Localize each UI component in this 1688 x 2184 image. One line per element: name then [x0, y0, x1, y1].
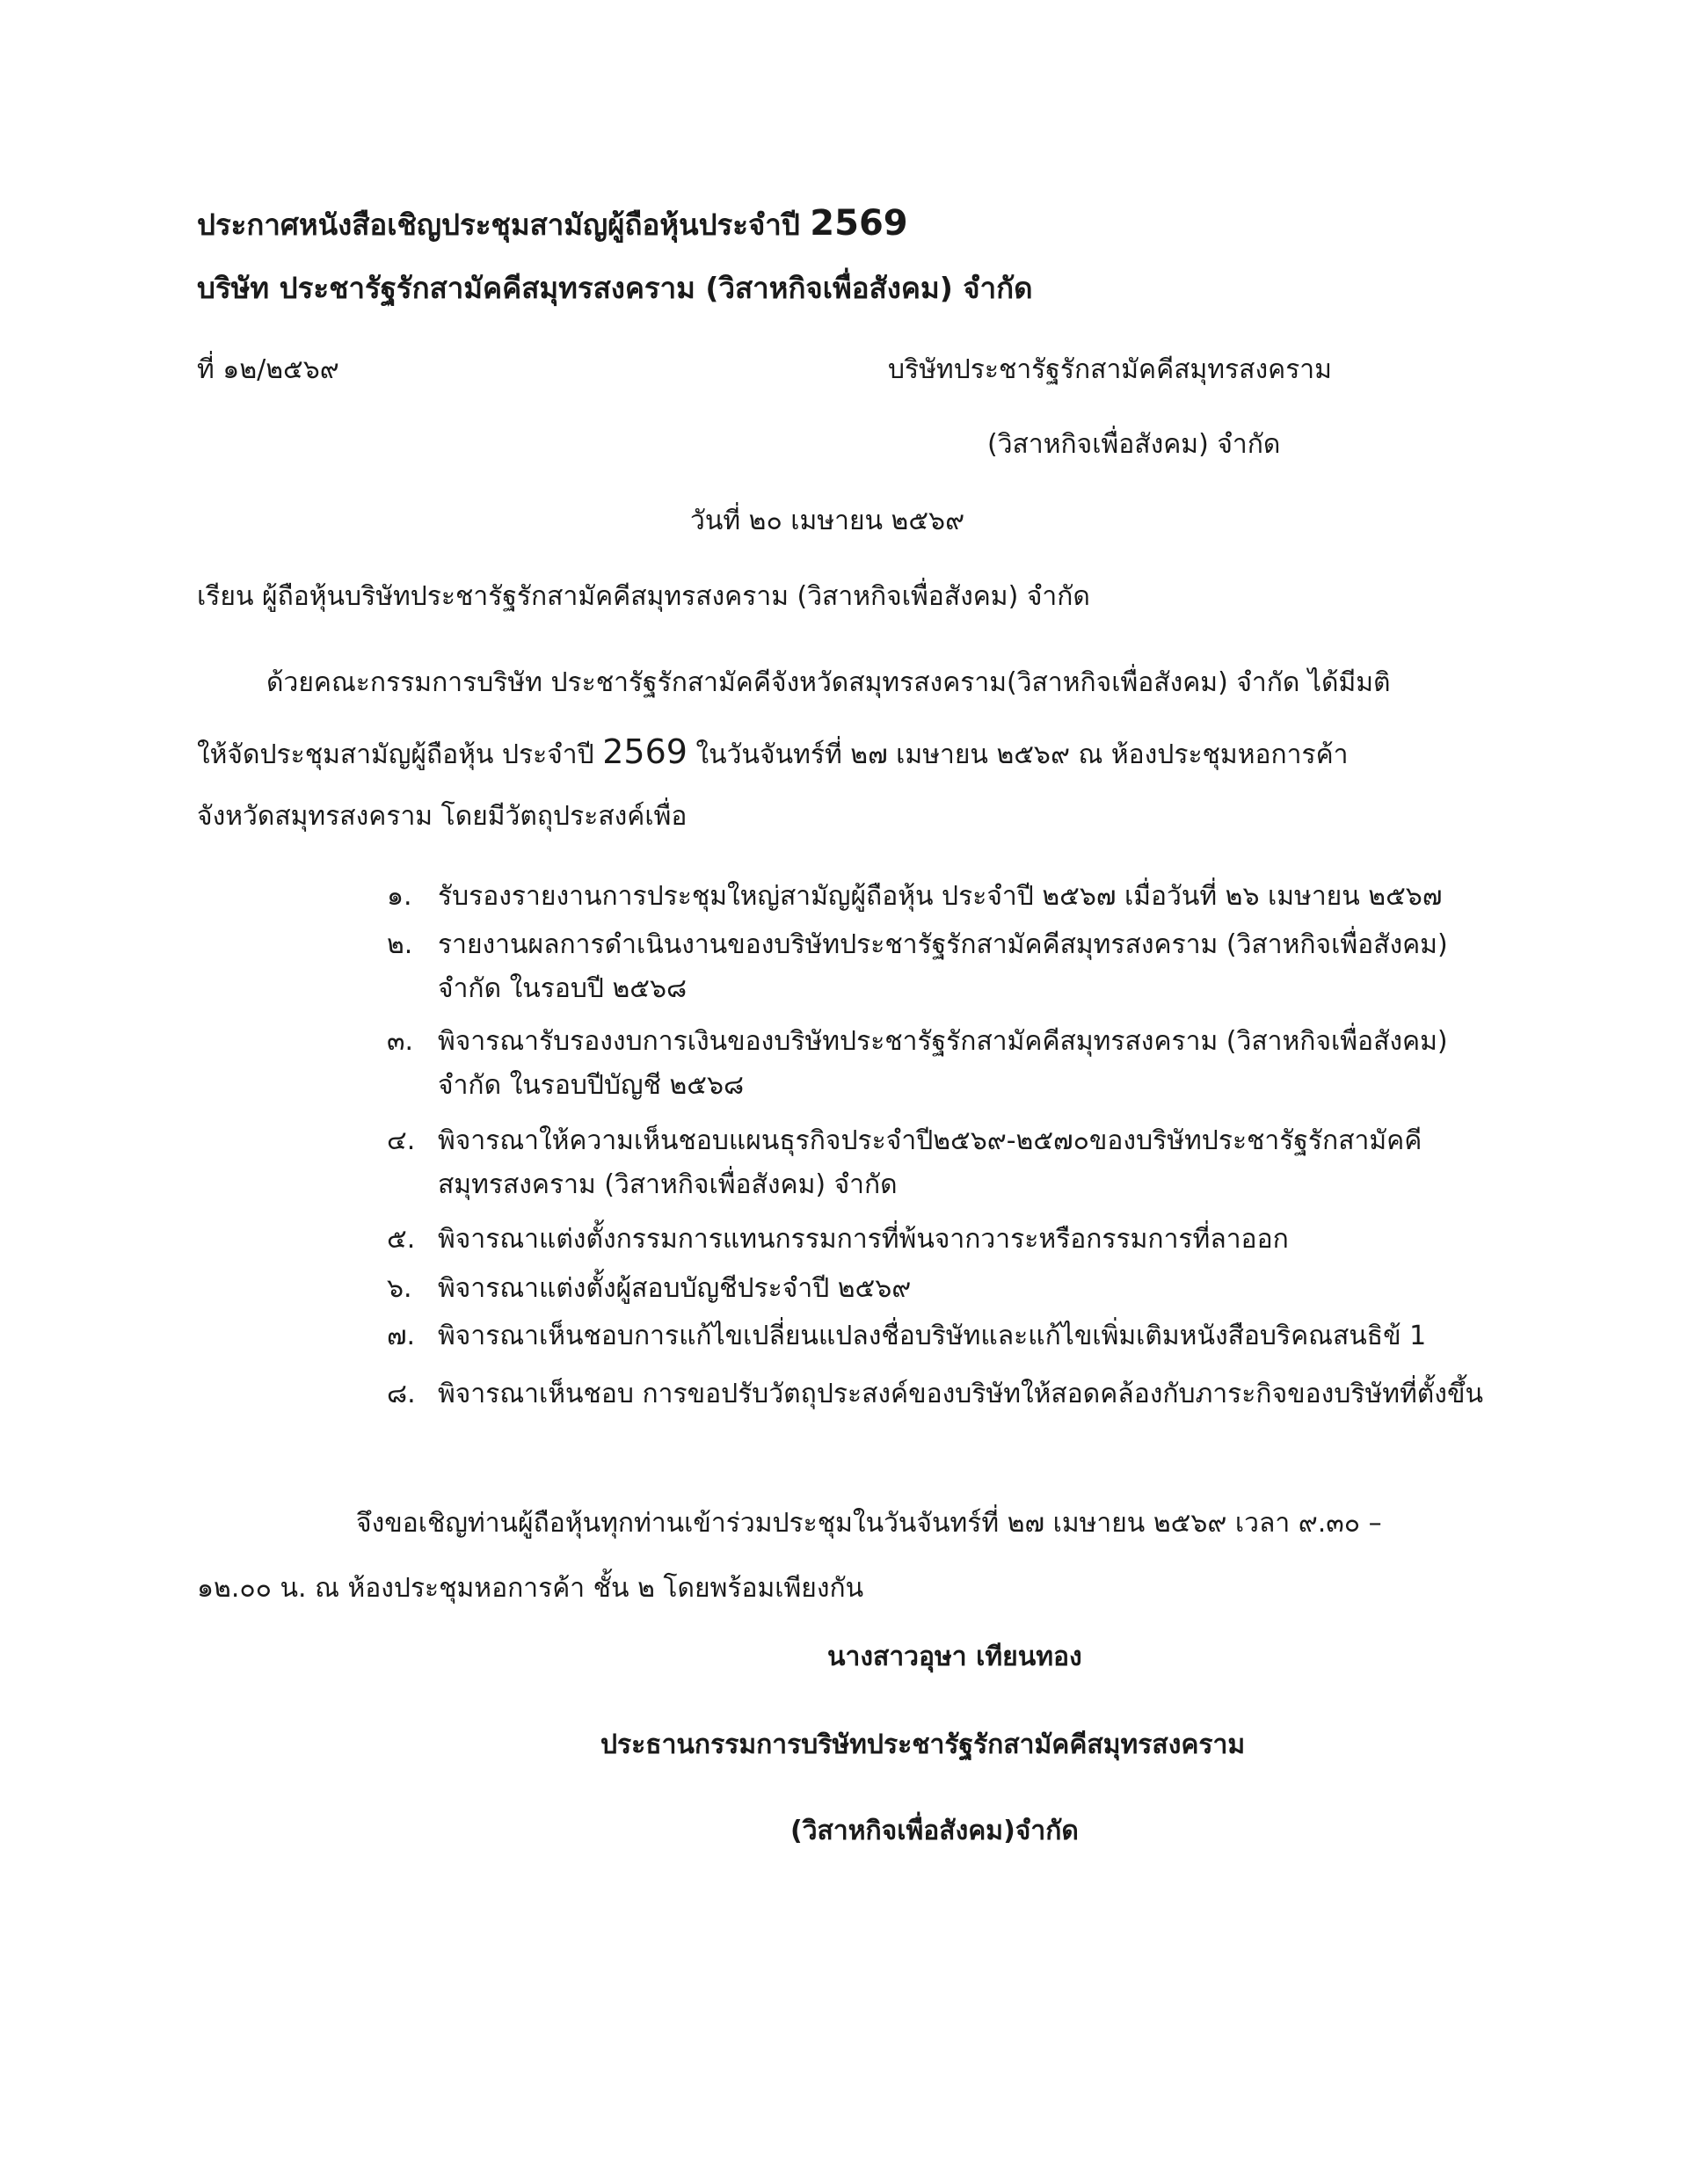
reference-number: ที่ ๑๒/๒๕๖๙	[197, 354, 339, 385]
agenda-item-4	[387, 1119, 1486, 1207]
agenda-marker: ๖.	[387, 1273, 412, 1304]
intro-line-2-start: ให้จัดประชุมสามัญผู้ถือหุ้น ประจำปี	[197, 739, 603, 770]
agenda-text: พิจารณาแต่งตั้งผู้สอบบัญชีประจำปี ๒๕๖๙	[438, 1273, 912, 1304]
document-date: วันที่ ๒๐ เมษายน ๒๕๖๙	[690, 506, 965, 536]
agenda-item-8	[387, 1372, 1486, 1416]
intro-line-2-end: ในวันจันทร์ที่ ๒๗ เมษายน ๒๕๖๙ ณ ห้องประชุมหอการค้า	[687, 739, 1349, 770]
agenda-marker: ๒.	[387, 929, 413, 960]
agenda-item-2	[387, 923, 1486, 1011]
agenda-text: รับรองรายงานการประชุมใหญ่สามัญผู้ถือหุ้น ประจำปี ๒๕๖๗ เมื่อวันที่ ๒๖ เมษายน ๒๕๖๗	[438, 881, 1443, 912]
signatory-position-line2: (วิสาหกิจเพื่อสังคม)จำกัด	[790, 1816, 1079, 1846]
signatory-position-line1: ประธานกรรมการบริษัทประชารัฐรักสามัคคีสมุทรสงคราม	[600, 1729, 1246, 1760]
sender-name-line2: (วิสาหกิจเพื่อสังคม) จำกัด	[987, 429, 1281, 460]
agenda-text: พิจารณาเห็นชอบการแก้ไขเปลี่ยนแปลงชื่อบริษัทและแก้ไขเพิ่มเติมหนังสือบริคณสนธิข้ 1	[438, 1321, 1427, 1351]
agenda-item-1	[387, 875, 1486, 919]
agenda-marker: ๓.	[387, 1026, 414, 1057]
agenda-item-6	[387, 1267, 1486, 1311]
agenda-item-3	[387, 1020, 1486, 1108]
closing-line-1: จึงขอเชิญท่านผู้ถือหุ้นทุกท่านเข้าร่วมประชุมในวันจันทร์ที่ ๒๗ เมษายน ๒๕๖๙ เวลา ๙.๓๐ –	[356, 1508, 1382, 1539]
agenda-marker: ๕.	[387, 1224, 416, 1255]
title-year: 2569	[810, 203, 908, 244]
agenda-item-5	[387, 1218, 1486, 1262]
intro-meeting-year: 2569	[602, 732, 688, 771]
title-text: ประกาศหนังสือเชิญประชุมสามัญผู้ถือหุ้นประจำปี	[197, 207, 800, 242]
document-title-line1	[197, 203, 908, 244]
agenda-marker: ๗.	[387, 1321, 416, 1351]
sender-name-line1: บริษัทประชารัฐรักสามัคคีสมุทรสงคราม	[888, 354, 1332, 385]
agenda-item-7	[387, 1314, 1486, 1358]
agenda-text: พิจารณารับรองงบการเงินของบริษัทประชารัฐรักสามัคคีสมุทรสงคราม (วิสาหกิจเพื่อสังคม) จำกัด ในรอบปีบัญชี ๒๕๖๘	[438, 1026, 1448, 1101]
intro-line-2	[197, 732, 1349, 771]
agenda-text: พิจารณาแต่งตั้งกรรมการแทนกรรมการที่พ้นจากวาระหรือกรรมการที่ลาออก	[438, 1224, 1289, 1255]
agenda-text: พิจารณาเห็นชอบ การขอปรับวัตถุประสงค์ของบริษัทให้สอดคล้องกับภาระกิจของบริษัทที่ตั้งขึ้น	[438, 1379, 1483, 1409]
agenda-text: พิจารณาให้ความเห็นชอบแผนธุรกิจประจำปี๒๕๖๙-๒๕๗๐ของบริษัทประชารัฐรักสามัคคีสมุทรสงคราม (วิสาหกิจเพื่อสังคม) จำกัด	[438, 1125, 1422, 1200]
intro-line-3: จังหวัดสมุทรสงคราม โดยมีวัตถุประสงค์เพื่อ	[197, 801, 688, 832]
intro-line-1: ด้วยคณะกรรมการบริษัท ประชารัฐรักสามัคคีจังหวัดสมุทรสงคราม(วิสาหกิจเพื่อสังคม) จำกัด ได้มีมติ	[266, 667, 1391, 698]
signatory-name: นางสาวอุษา เทียนทอง	[827, 1642, 1082, 1672]
agenda-marker: ๑.	[387, 881, 412, 912]
closing-line-2: ๑๒.๐๐ น. ณ ห้องประชุมหอการค้า ชั้น ๒ โดยพร้อมเพียงกัน	[197, 1573, 864, 1604]
agenda-marker: ๔.	[387, 1125, 416, 1156]
document-title-line2: บริษัท ประชารัฐรักสามัคคีสมุทรสงคราม (วิสาหกิจเพื่อสังคม) จำกัด	[197, 271, 1033, 305]
salutation: เรียน ผู้ถือหุ้นบริษัทประชารัฐรักสามัคคีสมุทรสงคราม (วิสาหกิจเพื่อสังคม) จำกัด	[197, 581, 1090, 612]
agenda-marker: ๘.	[387, 1379, 416, 1409]
agenda-text: รายงานผลการดำเนินงานของบริษัทประชารัฐรักสามัคคีสมุทรสงคราม (วิสาหกิจเพื่อสังคม) จำกัด ในรอบปี ๒๕๖๘	[438, 929, 1448, 1004]
